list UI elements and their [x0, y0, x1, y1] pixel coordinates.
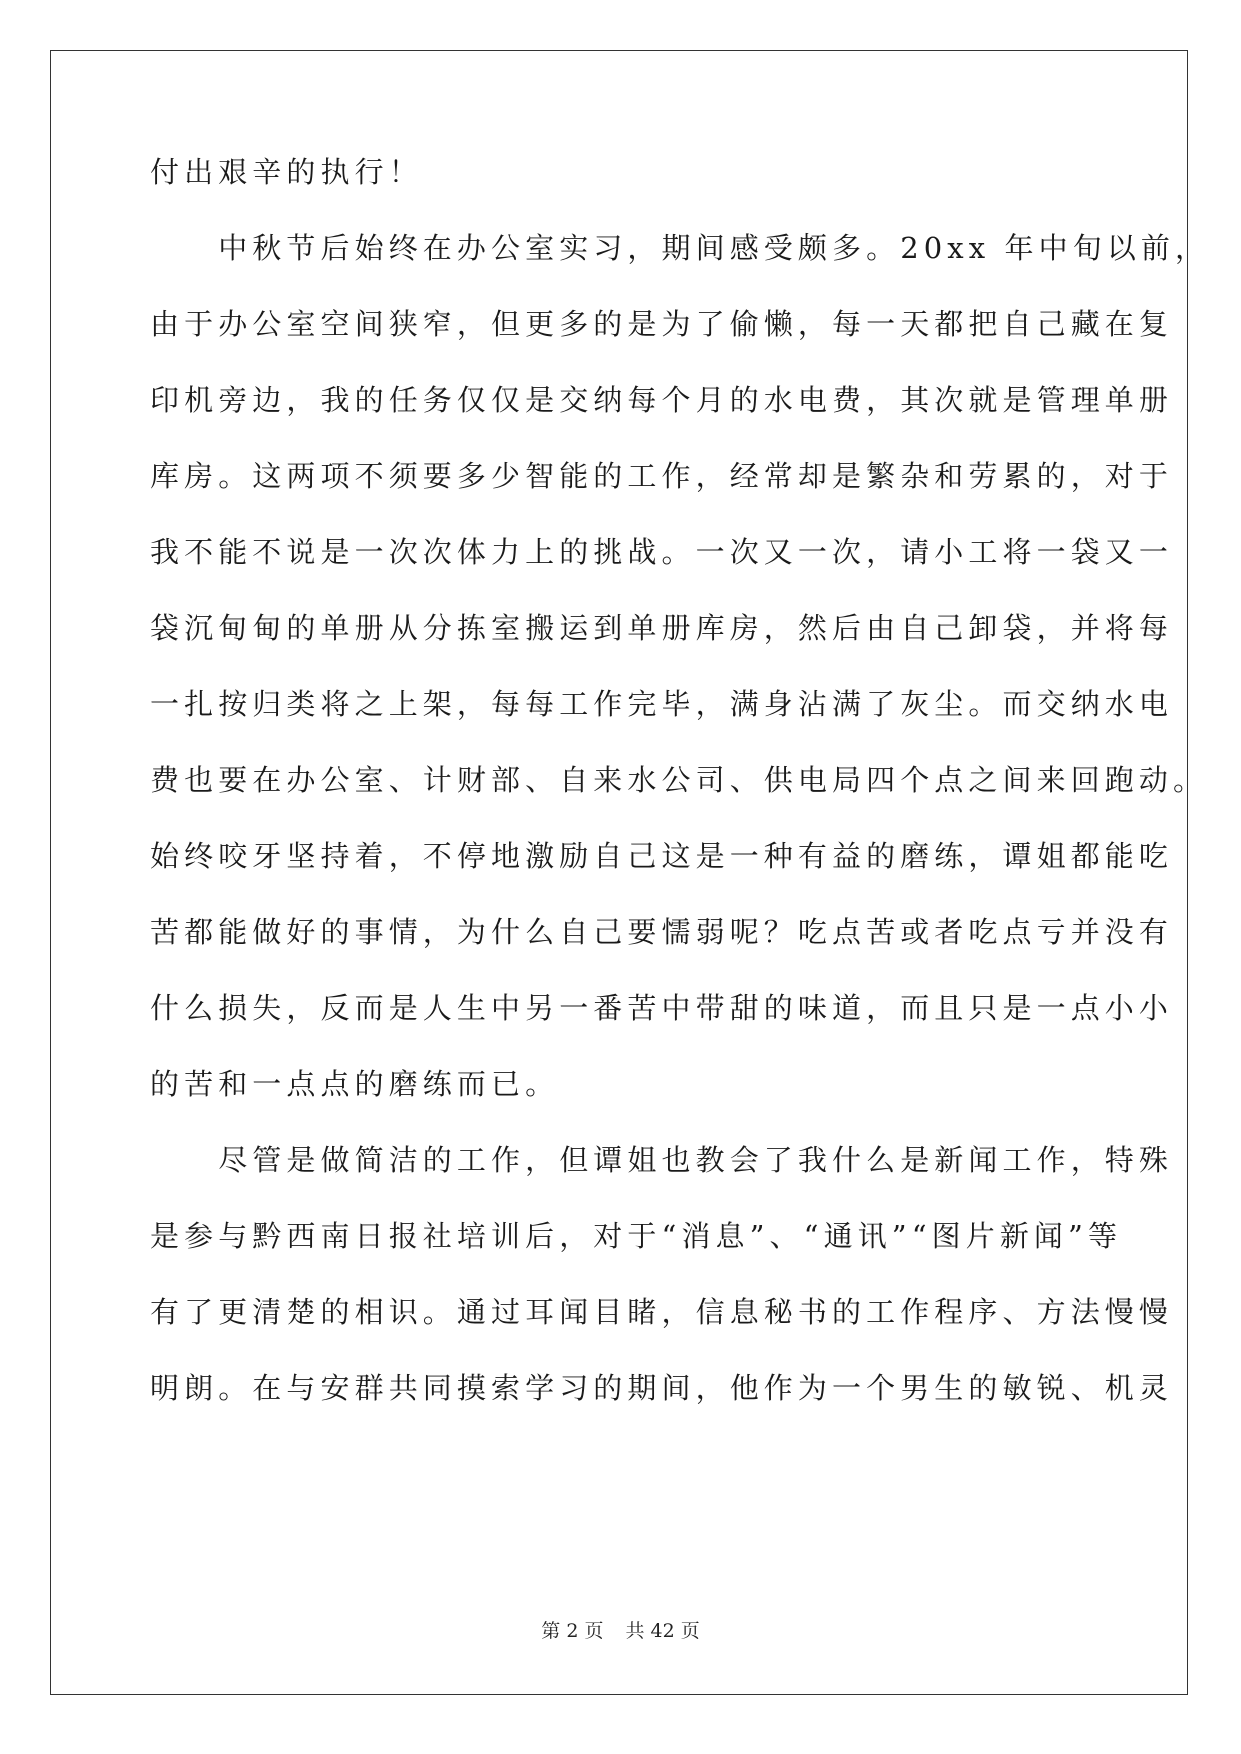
text-line: 袋沉甸甸的单册从分拣室搬运到单册库房，然后由自己卸袋，并将每 — [150, 611, 1174, 645]
text-line: 始终咬牙坚持着，不停地激励自己这是一种有益的磨练，谭姐都能吃 — [150, 839, 1174, 873]
text-line: 一扎按归类将之上架，每每工作完毕，满身沾满了灰尘。而交纳水电 — [150, 687, 1174, 721]
text-line: 我不能不说是一次次体力上的挑战。一次又一次，请小工将一袋又一 — [150, 535, 1174, 569]
text-line: 付出艰辛的执行！ — [150, 155, 423, 189]
page-number: 第 2 页 — [541, 1620, 604, 1642]
text-line: 明朗。在与安群共同摸索学习的期间，他作为一个男生的敏锐、机灵 — [150, 1371, 1174, 1405]
text-line: 有了更清楚的相识。通过耳闻目睹，信息秘书的工作程序、方法慢慢 — [150, 1295, 1174, 1329]
text-line: 尽管是做简洁的工作，但谭姐也教会了我什么是新闻工作，特殊 — [150, 1143, 1174, 1177]
text-line: 库房。这两项不须要多少智能的工作，经常却是繁杂和劳累的，对于 — [150, 459, 1174, 493]
text-line: 费也要在办公室、计财部、自来水公司、供电局四个点之间来回跑动。 — [150, 763, 1208, 797]
page-total: 共 42 页 — [625, 1620, 700, 1642]
text-line: 苦都能做好的事情，为什么自己要懦弱呢？吃点苦或者吃点亏并没有 — [150, 915, 1174, 949]
text-line: 是参与黔西南日报社培训后，对于“消息”、“通讯”“图片新闻”等 — [150, 1219, 1123, 1253]
text-line: 中秋节后始终在办公室实习，期间感受颇多。20xx 年中旬以前， — [150, 231, 1210, 265]
text-line: 的苦和一点点的磨练而已。 — [150, 1067, 560, 1101]
page-footer — [0, 1618, 1241, 1644]
text-line: 印机旁边，我的任务仅仅是交纳每个月的水电费，其次就是管理单册 — [150, 383, 1174, 417]
text-line: 什么损失，反而是人生中另一番苦中带甜的味道，而且只是一点小小 — [150, 991, 1174, 1025]
text-line: 由于办公室空间狭窄，但更多的是为了偷懒，每一天都把自己藏在复 — [150, 307, 1174, 341]
